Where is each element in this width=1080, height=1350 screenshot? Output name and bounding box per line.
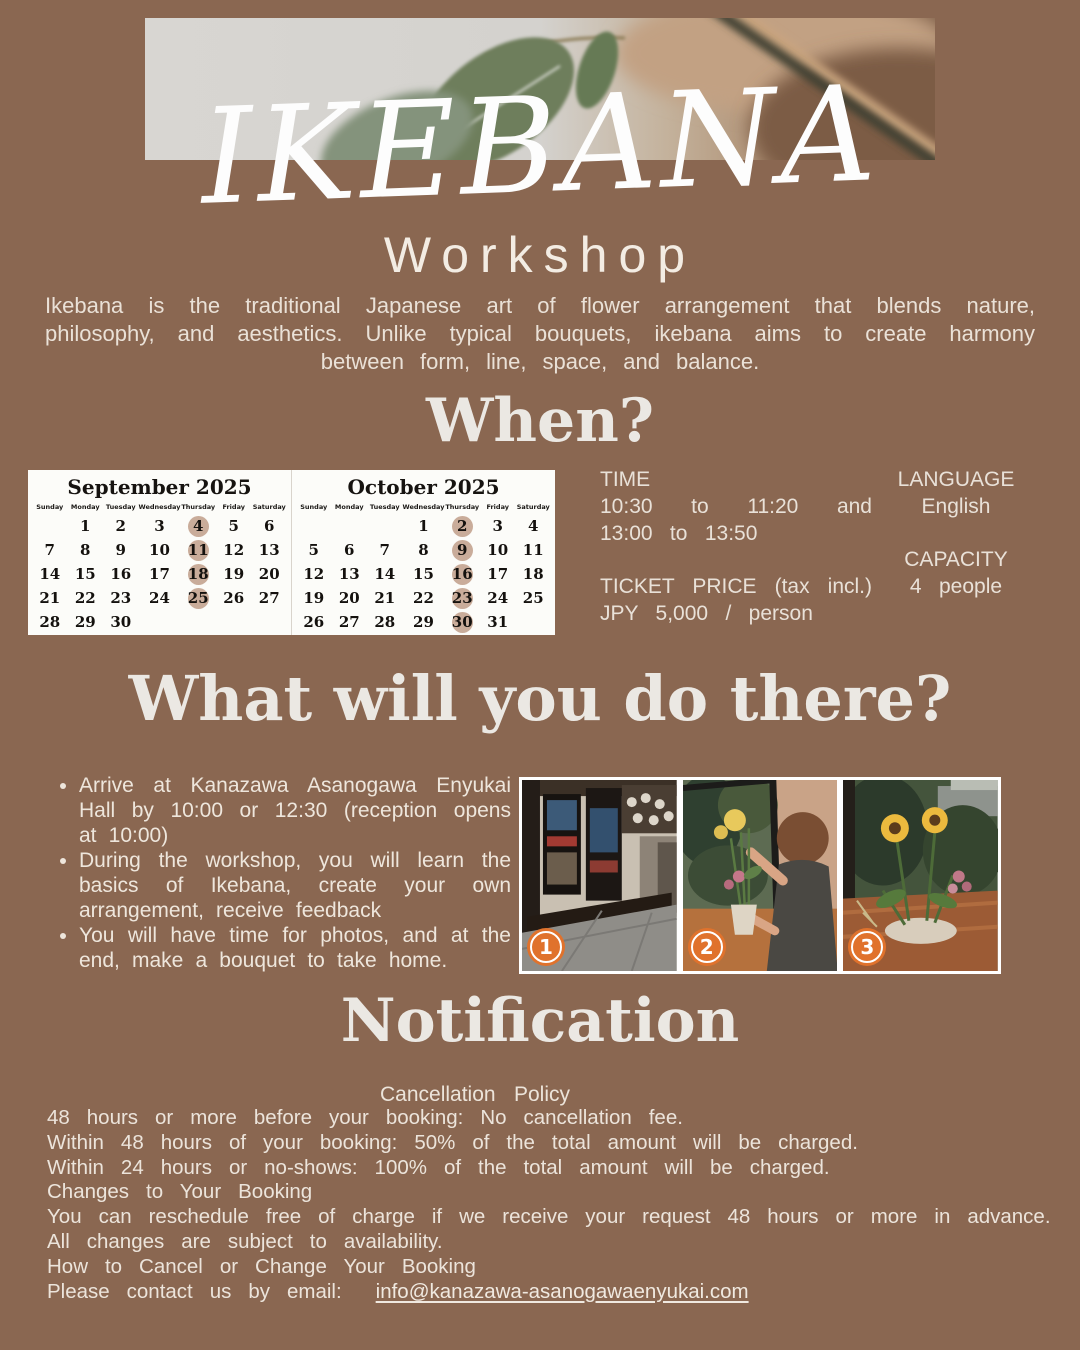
calendar-day xyxy=(332,514,368,538)
calendar-day-highlighted: 11 xyxy=(187,541,209,559)
policy-line: Changes to Your Booking xyxy=(47,1180,313,1204)
calendar-day: 28 xyxy=(374,613,396,631)
calendar-day: 15 xyxy=(413,565,434,583)
calendar-day: 18 xyxy=(522,565,544,583)
photo-finished-arrangement xyxy=(843,780,998,971)
heading-when: When? xyxy=(426,386,654,456)
activity-item: • During the workshop, you will learn the basics of Ikebana, create your own arrangement, receive feedback xyxy=(79,848,511,923)
photo-badge-3: 3 xyxy=(848,928,886,966)
heading-what-will-you-do: What will you do there? xyxy=(128,662,952,735)
calendar-day-highlighted: 16 xyxy=(451,565,473,583)
day-of-week-header: Wednesday xyxy=(402,503,445,511)
calendar-day: 13 xyxy=(258,541,280,559)
calendar-day: 3 xyxy=(154,517,165,535)
calendar-day xyxy=(139,610,181,634)
calendar-day: 17 xyxy=(149,565,170,583)
day-of-week-header: Sunday xyxy=(36,503,64,511)
day-of-week-header: Sunday xyxy=(300,503,328,511)
calendar-day: 5 xyxy=(308,541,319,559)
calendar-day-highlighted: 30 xyxy=(451,613,473,631)
day-of-week-header: Saturday xyxy=(516,503,550,511)
calendar-day: 24 xyxy=(149,589,170,607)
calendar-day: 12 xyxy=(223,541,245,559)
policy-line: Within 24 hours or no-shows: 100% of the total amount will be charged. xyxy=(47,1155,830,1179)
calendar-day: 6 xyxy=(264,517,275,535)
calendar-day-highlighted: 25 xyxy=(187,589,209,607)
time-slot-1: 10:30 to 11:20 and xyxy=(600,495,872,518)
calendar-day: 31 xyxy=(487,613,509,631)
policy-line: Within 48 hours of your booking: 50% of the total amount will be charged. xyxy=(47,1130,858,1154)
policy-line: You can reschedule free of charge if we receive your request 48 hours or more in advance. xyxy=(47,1205,1051,1229)
calendar-day: 3 xyxy=(492,517,503,535)
policy-line: All changes are subject to availability. xyxy=(47,1229,443,1253)
calendar-day: 26 xyxy=(223,589,245,607)
calendar-day xyxy=(32,514,68,538)
calendar-day: 6 xyxy=(344,541,355,559)
photo-badge-1: 1 xyxy=(527,928,565,966)
calendar-day: 8 xyxy=(80,541,91,559)
calendar-day: 29 xyxy=(74,613,96,631)
calendar-day: 25 xyxy=(522,589,544,607)
details-right-column xyxy=(890,466,1022,600)
calendar-day: 1 xyxy=(80,517,91,535)
calendar-day: 15 xyxy=(74,565,96,583)
calendar-day: 27 xyxy=(258,589,280,607)
calendar-day: 10 xyxy=(487,541,509,559)
calendar-day: 4 xyxy=(528,517,539,535)
calendar-day xyxy=(180,610,216,634)
day-of-week-header: Friday xyxy=(222,503,245,511)
calendar-day: 29 xyxy=(413,613,434,631)
activity-item: • Arrive at Kanazawa Asanogawa Enyukai Hall by 10:00 or 12:30 (reception opens at 10:00) xyxy=(79,773,511,848)
calendar-day: 22 xyxy=(74,589,96,607)
ticket-price-value: JPY 5,000 / person xyxy=(600,602,813,625)
language-label: LANGUAGE xyxy=(897,468,1015,491)
calendar-day: 5 xyxy=(228,517,239,535)
calendar-day: 14 xyxy=(39,565,61,583)
calendar-day: 20 xyxy=(258,565,280,583)
calendar-day: 23 xyxy=(110,589,132,607)
photo-hall-interior xyxy=(522,780,677,971)
calendar-day: 2 xyxy=(115,517,126,535)
calendar-day: 12 xyxy=(303,565,325,583)
calendar-day: 16 xyxy=(110,565,132,583)
calendar-day: 21 xyxy=(39,589,61,607)
calendar-day: 17 xyxy=(487,565,509,583)
calendar-september xyxy=(28,470,291,635)
calendar-day: 20 xyxy=(338,589,360,607)
contact-email-link[interactable]: info@kanazawa-asanogawaenyukai.com xyxy=(375,1279,749,1303)
activity-item: • You will have time for photos, and at the end, make a bouquet to take home. xyxy=(79,923,511,973)
workshop-details xyxy=(600,466,1022,636)
calendar-day-highlighted: 23 xyxy=(451,589,473,607)
calendar-day: 26 xyxy=(303,613,325,631)
time-label: TIME xyxy=(600,468,651,491)
calendar-october xyxy=(291,470,555,635)
calendar-day-highlighted: 2 xyxy=(444,514,480,538)
day-of-week-header: Monday xyxy=(70,503,100,511)
calendar-day: 19 xyxy=(303,589,325,607)
day-of-week-header: Tuesday xyxy=(105,503,136,511)
language-value: English xyxy=(921,495,991,518)
intro-paragraph: Ikebana is the traditional Japanese art of flower arrangement that blends nature, philosophy, and aesthetics. Unlike typical bouquets, ikebana aims to create harmony between form, line, space, and balance. xyxy=(45,293,1035,374)
photo-badge-2: 2 xyxy=(688,928,726,966)
calendar-day: 1 xyxy=(418,517,429,535)
calendar-day xyxy=(216,610,252,634)
calendar-panel xyxy=(28,470,555,635)
calendar-day: 11 xyxy=(522,541,544,559)
calendar-day: 13 xyxy=(338,565,360,583)
calendar-title: September 2025 xyxy=(67,475,252,499)
ticket-price-label: TICKET PRICE (tax incl.) xyxy=(600,575,872,598)
calendar-day: 10 xyxy=(149,541,170,559)
activity-list xyxy=(57,773,511,973)
calendar-day-highlighted: 4 xyxy=(180,514,216,538)
calendar-day: 9 xyxy=(115,541,126,559)
photo-strip xyxy=(519,777,1001,974)
capacity-value: 4 people xyxy=(909,575,1003,598)
day-of-week-header: Thursday xyxy=(181,503,216,511)
calendar-day-highlighted: 9 xyxy=(444,538,480,562)
calendar-day: 7 xyxy=(379,541,390,559)
calendar-day: 21 xyxy=(374,589,396,607)
policy-line: 48 hours or more before your booking: No cancellation fee. xyxy=(47,1106,683,1129)
title-workshop: Workshop xyxy=(383,227,697,283)
calendar-day: 27 xyxy=(338,613,360,631)
calendar-day: 8 xyxy=(418,541,429,559)
day-of-week-header: Wednesday xyxy=(138,503,181,511)
calendar-day: 22 xyxy=(413,589,434,607)
details-left-column xyxy=(600,466,872,627)
calendar-day xyxy=(367,514,403,538)
day-of-week-header: Monday xyxy=(334,503,364,511)
calendar-day xyxy=(515,610,551,634)
policy-line: How to Cancel or Change Your Booking xyxy=(47,1254,476,1278)
day-of-week-header: Saturday xyxy=(252,503,286,511)
calendar-day: 24 xyxy=(487,589,509,607)
calendar-day: 7 xyxy=(44,541,55,559)
day-of-week-header: Thursday xyxy=(445,503,480,511)
calendar-day xyxy=(251,610,287,634)
calendar-title: October 2025 xyxy=(347,475,500,499)
heading-notification: Notification xyxy=(340,986,740,1056)
calendar-day-highlighted: 18 xyxy=(187,565,209,583)
calendar-day: 30 xyxy=(110,613,132,631)
calendar-day: 19 xyxy=(223,565,245,583)
time-slot-2: 13:00 to 13:50 xyxy=(600,522,758,545)
day-of-week-header: Tuesday xyxy=(369,503,400,511)
photo-arranging-flowers xyxy=(683,780,838,971)
policy-text xyxy=(47,1106,1052,1304)
calendar-day: 14 xyxy=(374,565,396,583)
title-ikebana: IKEBANA xyxy=(198,57,882,235)
capacity-label: CAPACITY xyxy=(904,548,1008,571)
calendar-day: 28 xyxy=(39,613,61,631)
calendar-day xyxy=(296,514,332,538)
contact-prefix: Please contact us by email: xyxy=(47,1279,342,1303)
day-of-week-header: Friday xyxy=(486,503,509,511)
contact-line xyxy=(47,1280,1052,1305)
cancellation-policy-subheading: Cancellation Policy xyxy=(379,1083,571,1106)
